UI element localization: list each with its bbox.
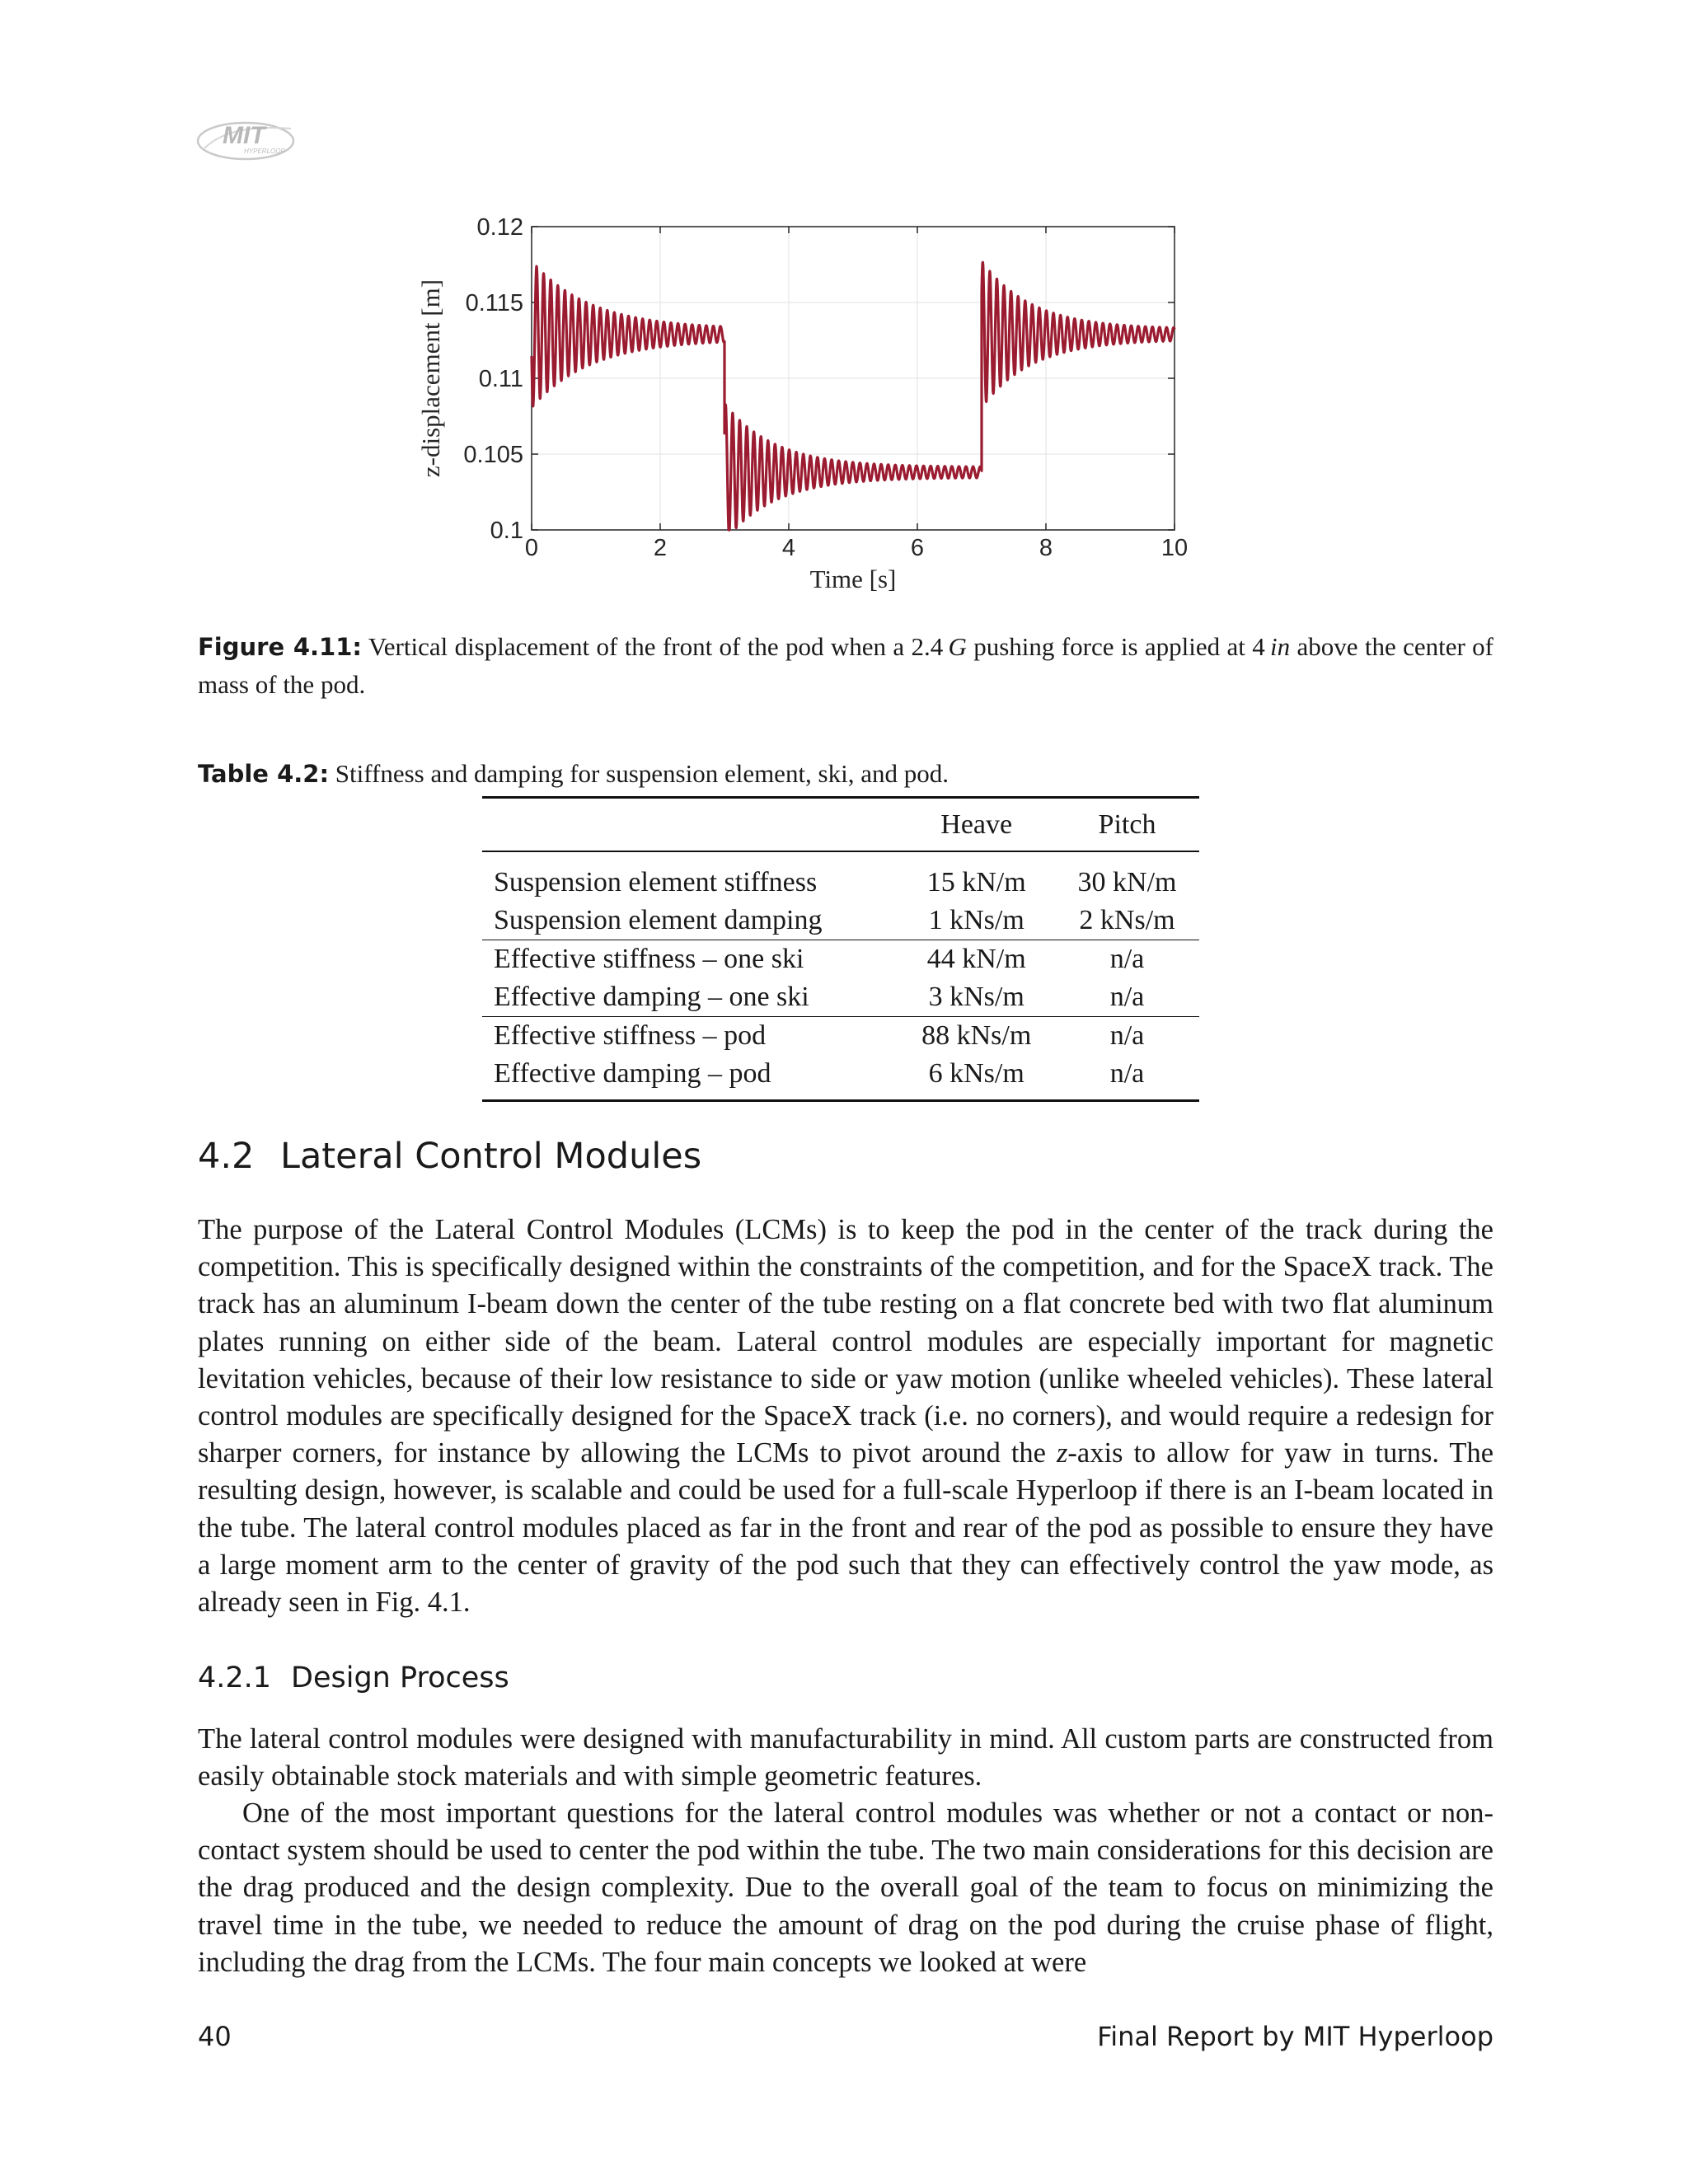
x-tick-label: 10	[1160, 535, 1189, 561]
section-title: Lateral Control Modules	[280, 1136, 702, 1177]
y-tick-label: 0.12	[476, 214, 523, 241]
subsection-title: Design Process	[291, 1661, 509, 1694]
figure-caption: Figure 4.11: Vertical displacement of the front of the pod when a 2.4 G pushing force is applied at 4 in above the center of mass of the pod.	[198, 632, 1493, 699]
y-tick-label: 0.115	[465, 290, 523, 316]
page-number: 40	[198, 2021, 232, 2052]
y-tick-label: 0.11	[478, 366, 523, 392]
paragraph-contact-vs-noncontact: One of the most important questions for the lateral control modules was whether or not a contact or non-contact system should be used to center the pod within the tube. The two main considerations for this decision are the drag produced and the design complexity. Due to the overall goal of the team to focus on minimizing the travel time in the tube, we needed to reduce the amount of drag on the pod during the cruise phase of flight, including the drag from the LCMs. The four main concepts we looked at were	[198, 1797, 1493, 1978]
x-axis-title: Time [s]	[809, 565, 897, 593]
section-number: 4.2	[198, 1136, 255, 1177]
paragraph-manufacturability: The lateral control modules were designed with manufacturability in mind. All custom parts are constructed from easily obtainable stock materials and with simple geometric features.	[198, 1723, 1493, 1793]
subsection-number: 4.2.1	[198, 1661, 272, 1694]
table-header-empty	[482, 798, 898, 852]
displacement-chart	[396, 206, 1220, 618]
chart-ticks	[463, 214, 1188, 561]
x-tick-label: 4	[781, 535, 796, 561]
table-row: Effective damping – pod 6 kNs/m n/a	[482, 1055, 1199, 1101]
mit-hyperloop-logo	[196, 115, 299, 166]
y-tick-label: 0.105	[463, 442, 523, 468]
logo-text: MIT	[223, 122, 265, 149]
y-axis-title: z-displacement [m]	[416, 279, 445, 478]
table-row: Effective stiffness – one ski 44 kN/m n/a	[482, 940, 1199, 979]
logo-graphic	[196, 115, 299, 166]
x-tick-label: 6	[910, 535, 925, 561]
table-label: Table 4.2:	[198, 760, 330, 788]
figure-label: Figure 4.11:	[198, 633, 362, 661]
table-row: Effective stiffness – pod 88 kNs/m n/a	[482, 1017, 1199, 1056]
running-footer-title: Final Report by MIT Hyperloop	[1097, 2021, 1493, 2052]
x-tick-label: 2	[653, 535, 668, 561]
paragraph-lcm-purpose: The purpose of the Lateral Control Modules (LCMs) is to keep the pod in the center of the track during the competition. This is specifically designed within the constraints of the competition, and for the SpaceX track. The track has an aluminum I-beam down the center of the tube resting on a flat concrete bed with two flat aluminum plates running on either side of the beam. Lateral control modules are especially important for magnetic levitation vehicles, because of their low resistance to side or yaw motion (unlike wheeled vehicles). These lateral control modules are specifically designed for the SpaceX track (i.e. no corners), and would require a redesign for sharper corners, for instance by allowing the LCMs to pivot around the z-axis to allow for yaw in turns. The resulting design, however, is scalable and could be used for a full-scale Hyperloop if there is an I-beam located in the tube. The lateral control modules placed as far in the front and rear of the pod as possible to ensure they have a large moment arm to the center of gravity of the pod such that they can effectively control the yaw mode, as already seen in Fig. 4.1.	[198, 1214, 1494, 1619]
table-header-pitch: Pitch	[1098, 808, 1156, 840]
y-tick-label: 0.1	[490, 518, 523, 544]
table-header-row	[482, 798, 1199, 852]
figure-4-11	[396, 206, 1220, 618]
stiffness-damping-table	[482, 796, 1199, 1102]
x-tick-label: 0	[524, 535, 539, 561]
table-row: Suspension element damping 1 kNs/m 2 kNs/m	[494, 905, 1175, 935]
table-header-heave: Heave	[940, 808, 1013, 840]
section-heading	[198, 1136, 701, 1177]
table-row: Effective damping – one ski 3 kNs/m n/a	[494, 982, 1145, 1012]
chart-grid	[532, 227, 1175, 530]
logo-subtext: HYPERLOOP	[244, 148, 285, 155]
table-caption: Table 4.2: Stiffness and damping for suspension element, ski, and pod.	[198, 759, 949, 788]
x-tick-label: 8	[1039, 535, 1053, 561]
table-row: Suspension element stiffness 15 kN/m 30 kN/m	[494, 867, 1177, 898]
subsection-heading	[198, 1661, 509, 1694]
